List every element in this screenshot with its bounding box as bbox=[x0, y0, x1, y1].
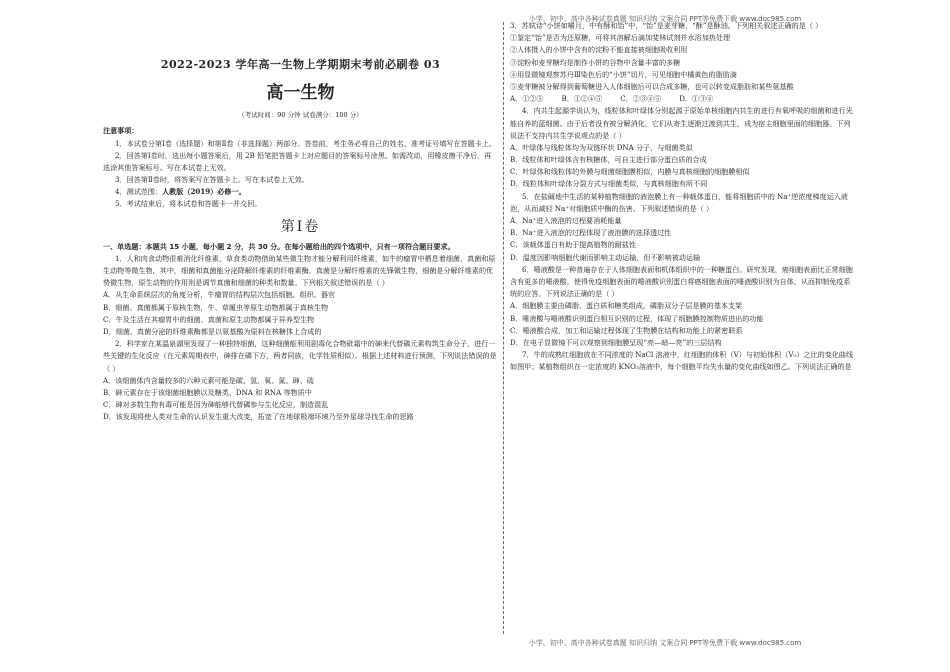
question-6-option: A．细胞膜主要由磷脂、蛋白质和糖类组成，磷脂双分子层是膜的基本支架 bbox=[510, 301, 743, 311]
question-2-option: A．该细菌体内含量较多的六种元素可能是碳、氢、氧、氮、砷、硫 bbox=[103, 375, 314, 385]
question-3-item: ⑤麦芽糖被分解得到葡萄糖进入人体细胞后可以合成多糖，也可以转变成脂肪和某些氨基酸 bbox=[510, 81, 794, 91]
question-4-option: C．叶绿体和线粒体的外膜与细菌细胞膜相似，内膜与真核细胞的细胞膜相似 bbox=[510, 167, 750, 177]
question-5-stem: 5．在盐碱地中生活的某种植物细胞的液泡膜上有一种载体蛋白，能将细胞质中的 Na⁺逆浓度梯度运入液泡，从而减轻 Na⁺对细胞质中酶的伤害。下列叙述错误的是（ ） bbox=[510, 191, 848, 213]
question-3-stem: 3．苏轼诗“小饼如嚼月，中有酥和饴”中，“饴”是麦芽糖，“酥”是酥油。下列相关叙述正确的是（ ） bbox=[510, 21, 823, 30]
question-1-stem: 1．人和肉食动物很难消化纤维素，草食类动物借助某些微生物才能分解利用纤维素，如牛的瘤胃中栖息着细菌、真菌和原生动物等微生物，其中，细菌和真菌能分泌降解纤维素的纤维素酶，真菌是分解纤维素的先锋微生物，细菌是分解纤维素的优势微生物，原生动物的作用则是调节真菌和细菌的种类和数量。下列相关叙述错误的是（ ） bbox=[103, 253, 496, 288]
range-bold: 人教版（2019）必修一。 bbox=[162, 187, 246, 197]
question-6-option: B．唾液酸与唾液酸识别蛋白相互识别的过程，体现了细胞膜控制物质进出的功能 bbox=[510, 313, 764, 323]
question-4-stem: 4．内共生起源学说认为，线粒体和叶绿体分别起源于原始单核细胞内共生的进行有氧呼吸的细菌和进行光能自养的蓝细菌。由于后者没有被分解消化，它们从寄生逐渐过渡到共生，成为宿主细胞里面的细胞器。下列说法不支持内共生学说观点的是（ ） bbox=[510, 106, 853, 140]
range-prefix: 4．测试范围： bbox=[115, 187, 163, 197]
question-7-stem: 7．牛的成熟红细胞放在不同浓度的 NaCl 溶液中，红细胞的体积（V）与初始体积（V₀）之比的变化曲线如图甲；某植物组织在一定浓度的 KNO₃溶液中，每个细胞平均失水量的变化曲线如图乙。下列说法正确的是 bbox=[510, 350, 854, 372]
notice-item: 1．本试卷分第Ⅰ卷（选择题）和第Ⅱ卷（非选择题）两部分。答卷前，考生务必将自己的姓名、准考证号填写在答题卡上。 bbox=[115, 138, 497, 148]
question-6-stem: 6．唾液酸是一种普遍存在于人体细胞表面和机体组织中的一种糖蛋白。研究发现，癌细胞表面比正常细胞含有更多的唾液酸，使得免疫细胞表面的唾液酸识别蛋白将癌细胞表面的唾液酸识别为自体，从而抑制免疫系统的应答。下列说法正确的是（ ） bbox=[510, 264, 853, 299]
section-heading: 一、单选题：本题共 15 小题，每小题 2 分，共 30 分。在每小题给出的四个选项中，只有一项符合题目要求。 bbox=[103, 241, 455, 251]
left-column bbox=[103, 54, 498, 424]
right-column bbox=[510, 20, 855, 373]
notice-item: 2．回答第Ⅰ卷时，选出每小题答案后，用 2B 铅笔把答题卡上对应题目的答案标号涂黑。如需改动，用橡皮擦干净后，再选涂其他答案标号。写在本试卷上无效。 bbox=[103, 150, 492, 172]
exam-title: 2022-2023 学年高一生物上学期期末考前必刷卷 03 bbox=[160, 58, 441, 71]
notice-item: 3．回答第Ⅱ卷时，将答案写在答题卡上。写在本试卷上无效。 bbox=[115, 175, 309, 185]
question-6-option: D．在电子显微镜下可以观察到细胞膜呈现“亮—暗—亮”的三层结构 bbox=[510, 337, 722, 347]
question-3-item: ④用显微镜观察苏丹Ⅲ染色后的“小饼”切片，可见细胞中橘黄色的脂肪滴 bbox=[510, 69, 737, 79]
notice-item-range bbox=[103, 186, 498, 198]
question-5-option: B．Na⁺进入液泡的过程体现了液泡膜的选择透过性 bbox=[510, 228, 672, 238]
question-4-option: D．线粒体和叶绿体分裂方式与细菌类似，与真核细胞有所不同 bbox=[510, 179, 708, 189]
notice-item: 5．考试结束后，将本试卷和答题卡一并交回。 bbox=[115, 199, 262, 209]
question-6-option: C．唾液酸合成，加工和运输过程体现了生物膜在结构和功能上的紧密联系 bbox=[510, 325, 743, 335]
page-footer-watermark: 小学、初中、高中各种试卷真题 知识归纳 文案合同 PPT等免费下载 www.doc985.com bbox=[528, 639, 802, 647]
question-4-option: A．叶绿体与线粒体均为双链环状 DNA 分子，与细菌类似 bbox=[510, 142, 693, 152]
subject-title: 高一生物 bbox=[266, 82, 335, 103]
question-2-option: C．砷对多数生物有毒可能是因为砷能够代替磷参与生化反应，制造混乱 bbox=[103, 400, 329, 410]
question-3-item: ③淀粉和麦芽糖均是制作小饼的谷物中含量丰富的多糖 bbox=[510, 57, 681, 67]
time-score: （考试时间：90 分钟 试卷满分：100 分） bbox=[238, 111, 363, 120]
question-5-option: A．Na⁺进入液泡的过程要消耗能量 bbox=[510, 216, 622, 225]
question-3-choices: A．①②⑤ B．①②④⑤ C．②③④⑤ D．①③④ bbox=[510, 94, 714, 104]
question-1-option: A．从生命系统层次的角度分析，牛瘤胃的结构层次包括细胞、组织、器官 bbox=[103, 290, 336, 300]
question-1-option: D．细菌、真菌分泌的纤维素酶都是以氨基酸为原料在核糖体上合成的 bbox=[103, 327, 322, 337]
question-5-option: D．温度因影响细胞代谢而影响主动运输，但不影响被动运输 bbox=[510, 252, 701, 262]
column-divider bbox=[503, 22, 504, 634]
notice-heading: 注意事项： bbox=[103, 126, 139, 136]
question-5-option: C．该载体蛋白有助于提高植物的耐盐性 bbox=[510, 240, 637, 250]
part-one-title: 第Ⅰ卷 bbox=[280, 218, 321, 235]
question-3-item: ②人体摄入的小饼中含有的淀粉不能直接被细胞吸收利用 bbox=[510, 45, 688, 55]
question-2-option: D．该发现将使人类对生命的认识发生重大改变，拓宽了在地球极端环境乃至外星球寻找生命的思路 bbox=[103, 412, 414, 422]
page-header-watermark: 小学、初中、高中各种试卷真题 知识归纳 文案合同 PPT等免费下载 www.doc985.com bbox=[528, 15, 802, 23]
question-2-option: B．砷元素存在于该细菌细胞膜以及糖类、DNA 和 RNA 等物质中 bbox=[103, 387, 312, 397]
question-3-item: ①鉴定“饴”是否为还原糖，可将其溶解后滴加斐林试剂并水浴加热处理 bbox=[510, 33, 731, 43]
question-1-option: B．细菌、真菌都属于原核生物，牛、草履虫等原生动物都属于真核生物 bbox=[103, 302, 329, 312]
question-4-option: B．线粒体和叶绿体含有核糖体，可自主进行部分蛋白质的合成 bbox=[510, 155, 707, 165]
question-2-stem: 2．科学家在某温泉湖里发现了一种独特细菌，这种细菌能利用剧毒化合物砒霜中的砷来代替磷元素构筑生命分子，进行一些关键的生化反应（在元素周期表中，砷排在磷下方，两者同族，化学性质相似）。根据上述材料进行预测，下列说法错误的是（ ） bbox=[103, 339, 497, 373]
question-1-option: C．牛及生活在其瘤胃中的细菌、真菌和原生动物都属于异养型生物 bbox=[103, 314, 315, 324]
